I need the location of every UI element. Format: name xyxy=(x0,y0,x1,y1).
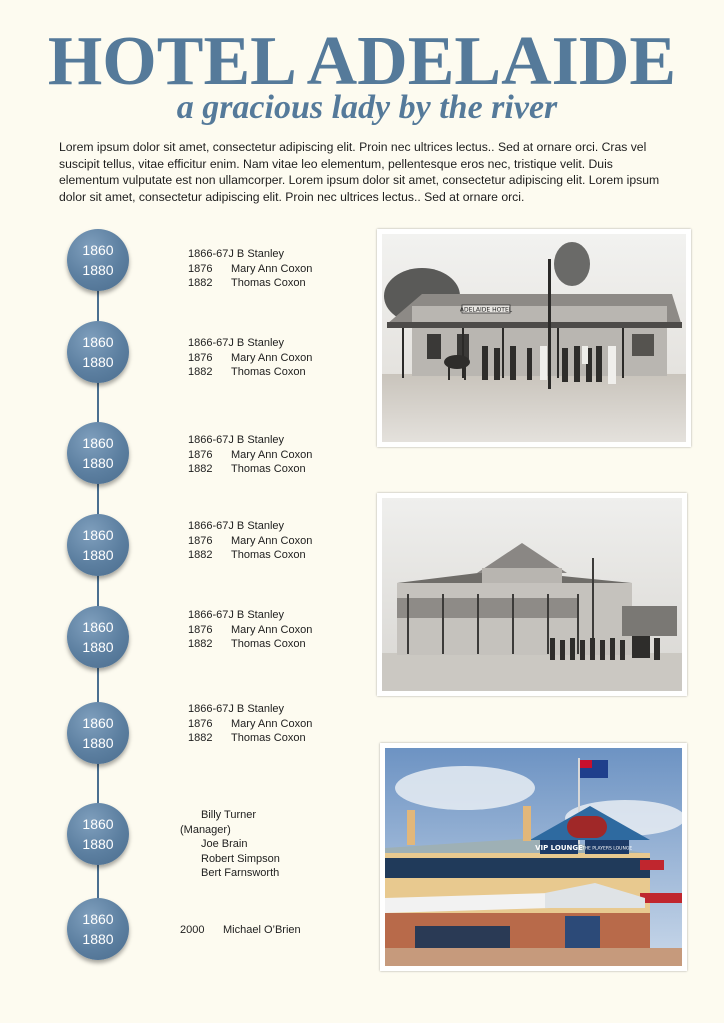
entry-line: Robert Simpson xyxy=(201,852,280,865)
node-end-year: 1880 xyxy=(82,354,114,370)
photo-illustration xyxy=(382,498,682,691)
entry-row: 2000 Michael O’Brien xyxy=(180,924,301,936)
players-lounge-sign: THE PLAYERS LOUNGE xyxy=(581,846,633,852)
entry-row: 1866-67J B Stanley xyxy=(188,703,285,715)
entry-row: 1866-67J B Stanley xyxy=(188,248,285,260)
entry-row: 1882 Thomas Coxon xyxy=(188,732,306,745)
timeline-node xyxy=(67,803,129,865)
historic-hotel-photo-1 xyxy=(377,229,691,447)
node-start-year: 1860 xyxy=(82,242,114,258)
timeline-node xyxy=(67,422,129,484)
timeline-entry xyxy=(188,608,358,652)
entry-line: Bert Farnsworth xyxy=(201,867,280,880)
timeline-entry xyxy=(180,808,350,881)
timeline-node xyxy=(67,702,129,764)
timeline-entry xyxy=(188,519,358,563)
entry-line: Billy Turner xyxy=(201,809,257,821)
timeline-entry xyxy=(188,433,358,477)
entry-row: 1866-67J B Stanley xyxy=(188,520,285,532)
timeline-node xyxy=(67,898,129,960)
node-start-year: 1860 xyxy=(82,715,114,731)
entry-row: 1882 Thomas Coxon xyxy=(188,549,306,562)
timeline-entry xyxy=(188,702,358,746)
timeline-entry xyxy=(188,247,358,291)
modern-hotel-photo xyxy=(380,743,687,971)
entry-row: 1876 Mary Ann Coxon xyxy=(188,534,313,547)
entry-row: 1866-67J B Stanley xyxy=(188,434,285,446)
entry-row: 1876 Mary Ann Coxon xyxy=(188,351,313,364)
entry-row: 1876 Mary Ann Coxon xyxy=(188,623,313,636)
timeline-node xyxy=(67,606,129,668)
entry-row: 1882 Thomas Coxon xyxy=(188,366,306,379)
entry-row: 1876 Mary Ann Coxon xyxy=(188,717,313,730)
node-start-year: 1860 xyxy=(82,527,114,543)
entry-row: 1876 Mary Ann Coxon xyxy=(188,448,313,461)
page-subtitle: a gracious lady by the river xyxy=(176,89,558,126)
historic-hotel-photo-2 xyxy=(377,493,687,696)
node-start-year: 1860 xyxy=(82,619,114,635)
node-start-year: 1860 xyxy=(82,334,114,350)
node-start-year: 1860 xyxy=(82,816,114,832)
entry-row: 1876 Mary Ann Coxon xyxy=(188,262,313,275)
node-end-year: 1880 xyxy=(82,547,114,563)
timeline-entry xyxy=(188,336,358,380)
entry-row: 1866-67J B Stanley xyxy=(188,337,285,349)
entry-row: 1882 Thomas Coxon xyxy=(188,277,306,290)
node-start-year: 1860 xyxy=(82,911,114,927)
timeline-entry xyxy=(180,923,350,938)
entry-line: (Manager) xyxy=(180,823,231,836)
entry-row: 1882 Thomas Coxon xyxy=(188,463,306,476)
timeline-node xyxy=(67,229,129,291)
vip-lounge-sign: VIP LOUNGE xyxy=(535,844,583,852)
entry-row: 1882 Thomas Coxon xyxy=(188,638,306,651)
photo-illustration xyxy=(385,748,682,966)
node-end-year: 1880 xyxy=(82,931,114,947)
node-end-year: 1880 xyxy=(82,836,114,852)
photo-illustration xyxy=(382,234,686,442)
node-start-year: 1860 xyxy=(82,435,114,451)
entry-line: Joe Brain xyxy=(201,838,248,851)
node-end-year: 1880 xyxy=(82,735,114,751)
timeline-node xyxy=(67,514,129,576)
intro-paragraph: Lorem ipsum dolor sit amet, consectetur adipiscing elit. Proin nec ultrices lectus.. Sed at ornare orci. Cras vel suscipit tellus, vitae efficitur enim. Nam vitae leo elementum, pellentesque eros nec, tristique velit. Duis elementum vulputate est non ullamcorper. Lorem ipsum dolor sit amet, consectetur adipiscing elit. Lorem ipsum dolor sit amet, consectetur adipiscing elit. Proin nec ultrices lectus.. Sed at ornare orci. xyxy=(59,140,660,204)
photo-sign-text: ADELAIDE HOTEL xyxy=(459,306,513,314)
node-end-year: 1880 xyxy=(82,262,114,278)
node-end-year: 1880 xyxy=(82,639,114,655)
timeline-node xyxy=(67,321,129,383)
node-end-year: 1880 xyxy=(82,455,114,471)
page-title: HOTEL ADELAIDE xyxy=(47,23,677,100)
entry-row: 1866-67J B Stanley xyxy=(188,609,285,621)
